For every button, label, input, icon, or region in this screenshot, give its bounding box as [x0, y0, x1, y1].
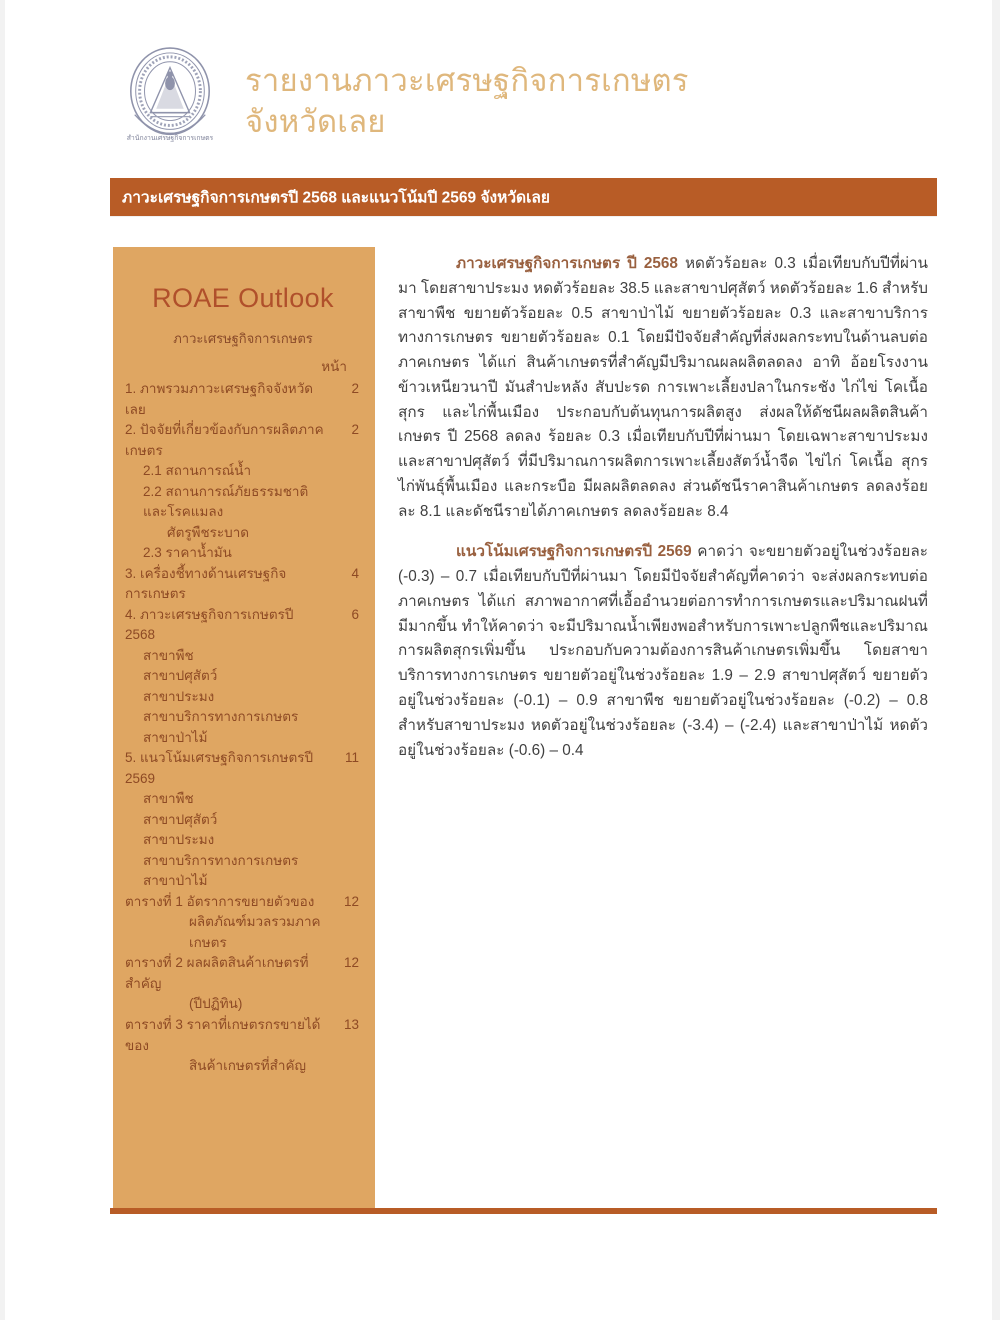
toc-item[interactable] — [125, 830, 361, 851]
toc-item-label: ตารางที่ 2 ผลผลิตสินค้าเกษตรที่สำคัญ — [125, 955, 309, 991]
toc-item-label: 5. แนวโน้มเศรษฐกิจการเกษตรปี 2569 — [125, 750, 314, 786]
paragraph2-lead: แนวโน้มเศรษฐกิจการเกษตรปี 2569 — [456, 543, 692, 561]
main-body — [398, 252, 928, 779]
toc-item[interactable] — [125, 461, 361, 482]
toc-item-label: สาขาประมง — [143, 832, 215, 848]
svg-text:สำนักงานเศรษฐกิจการเกษตร: สำนักงานเศรษฐกิจการเกษตร — [126, 133, 214, 142]
toc-item[interactable] — [125, 605, 361, 646]
toc-item-label: สินค้าเกษตรที่สำคัญ — [189, 1058, 307, 1074]
toc-item-page: 6 — [351, 606, 359, 622]
toc-item-label: ศัตรูพืชระบาด — [167, 524, 250, 540]
toc-item-page: 12 — [343, 955, 359, 971]
toc-item[interactable] — [125, 748, 361, 789]
toc-item-label: ตารางที่ 3 ราคาที่เกษตรกรขายได้ของ — [125, 1016, 321, 1053]
toc-item[interactable] — [125, 851, 361, 872]
toc-item-label: สาขาพืช — [143, 791, 194, 807]
toc-item[interactable] — [125, 892, 361, 913]
toc-item-page: 12 — [343, 893, 359, 909]
page-title — [245, 61, 689, 143]
toc-item-label: สาขาประมง — [143, 688, 215, 704]
toc-item-label: สาขาพืช — [143, 647, 194, 663]
toc-item-label: 2.3 ราคาน้ำมัน — [143, 545, 232, 561]
toc-item[interactable] — [125, 789, 361, 810]
paragraph-agri-economy-2568 — [398, 252, 928, 524]
paragraph-agri-outlook-2569 — [398, 540, 928, 763]
toc-item[interactable] — [125, 912, 361, 953]
toc-item[interactable] — [125, 810, 361, 831]
toc-item[interactable] — [125, 523, 361, 544]
toc-item-page: 2 — [351, 422, 359, 438]
toc-item[interactable] — [125, 953, 361, 994]
toc-item-page: 4 — [351, 565, 359, 581]
toc-item-label: 2.2 สถานการณ์ภัยธรรมชาติ และโรคแมลง — [143, 483, 309, 520]
toc-item[interactable] — [125, 646, 361, 667]
toc-item[interactable] — [125, 1056, 361, 1077]
toc-item-label: 2. ปัจจัยที่เกี่ยวข้องกับการผลิตภาคเกษตร — [125, 422, 324, 458]
toc-item[interactable] — [125, 379, 361, 420]
toc-item[interactable] — [125, 420, 361, 461]
toc-item[interactable] — [125, 994, 361, 1015]
thai-office-of-agricultural-economics-seal-icon — [121, 44, 219, 154]
paragraph1-body: หดตัวร้อยละ 0.3 เมื่อเทียบกับปีที่ผ่านมา โดยสาขาประมง หดตัวร้อยละ 38.5 และสาขาปศุสัตว์ หดตัวร้อยละ 1.6 สำหรับสาขาพืช ขยายตัวร้อยละ 0.5 สาขาป่าไม้ ขยายตัวร้อยละ 0.3 และสาขาบริการทางการเกษตร ขยายตัวร้อยละ 0.1 โดยมีปัจจัยสำคัญที่ส่งผลกระทบในด้านลบต่อภาคเกษตร ได้แก่ สินค้าเกษตรที่สำคัญมีปริมาณผลผลิตลดลง อาทิ อ้อยโรงงาน ข้าวเหนียวนาปี มันสำปะหลัง สับปะรด การเพาะเลี้ยงปลาในกระชัง ไก่ไข่ โคเนื้อ สุกร และไก่พื้นเมือง ประกอบกับต้นทุนการผลิตสูง ส่งผลให้ดัชนีผลผลิตสินค้าเกษตร ปี 2568 ลดลง ร้อยละ 0.3 เมื่อเทียบกับปีที่ผ่านมา โดยเฉพาะสาขาประมง และสาขาปศุสัตว์ ที่มีปริมาณการผลิตการเพาะเลี้ยงสัตว์น้ำจืด ไข่ไก่ โคเนื้อ สุกร ไก่พันธุ์พื้นเมือง และกระบือ มีผลผลิตลดลง ส่วนดัชนีราคาสินค้าเกษตร ลดลงร้อยละ 8.1 และดัชนีรายได้ภาคเกษตร ลดลงร้อยละ 8.4 — [398, 255, 928, 520]
sidebar-table-of-contents — [113, 247, 375, 1210]
document-header — [113, 34, 939, 169]
toc-item[interactable] — [125, 871, 361, 892]
logo-wrap — [113, 40, 231, 164]
toc-item[interactable] — [125, 564, 361, 605]
toc-item-label: 4. ภาวะเศรษฐกิจการเกษตรปี 2568 — [125, 606, 294, 643]
toc-item-label: สาขาป่าไม้ — [143, 873, 208, 889]
toc-item[interactable] — [125, 1015, 361, 1056]
sidebar-subheading: ภาวะเศรษฐกิจการเกษตร — [173, 331, 313, 346]
toc-item-page: 2 — [351, 381, 359, 396]
paragraph1-lead: ภาวะเศรษฐกิจการเกษตร ปี 2568 — [456, 255, 678, 272]
toc-item[interactable] — [125, 687, 361, 708]
paragraph2-body: คาดว่า จะขยายตัวอยู่ในช่วงร้อยละ (-0.3) – 0.7 เมื่อเทียบกับปีที่ผ่านมา โดยมีปัจจัยสำคัญที่คาดว่า จะส่งผลกระทบต่อภาคเกษตร ได้แก่ สภาพอากาศที่เอื้ออำนวยต่อการทำการเกษตรและปริมาณฝนที่มีมากขึ้น ทำให้คาดว่า จะมีปริมาณน้ำเพียงพอสำหรับการเพาะปลูกพืชและปริมาณการผลิตสุกรเพิ่มขึ้น ประกอบกับความต้องการสินค้าเกษตรเพิ่มขึ้น โดยสาขาบริการทางการเกษตร ขยายตัวอยู่ในช่วงร้อยละ 1.9 – 2.9 สาขาปศุสัตว์ ขยายตัวอยู่ในช่วงร้อยละ (-0.1) – 0.9 สาขาพืช ขยายตัวอยู่ในช่วงร้อยละ (-0.2) – 0.8 สำหรับสาขาประมง หดตัวอยู่ในช่วงร้อยละ (-3.4) – (-2.4) และสาขาป่าไม้ หดตัวอยู่ในช่วงร้อยละ (-0.6) – 0.4 — [398, 543, 928, 759]
toc-item-page: 11 — [344, 750, 359, 766]
toc-item-label: 2.1 สถานการณ์น้ำ — [143, 463, 252, 479]
header-title-line1: รายงานภาวะเศรษฐกิจการเกษตร — [245, 62, 689, 98]
toc-item-label: สาขาบริการทางการเกษตร — [143, 709, 299, 725]
toc-item-label: สาขาบริการทางการเกษตร — [143, 852, 299, 868]
sidebar-heading: ROAE Outlook — [152, 283, 334, 313]
toc-list — [125, 379, 361, 1077]
header-title-line2: จังหวัดเลย — [245, 103, 386, 139]
toc-item-label: 3. เครื่องชี้ทางด้านเศรษฐกิจการเกษตร — [125, 565, 287, 602]
toc-item-label: 1. ภาพรวมภาวะเศรษฐกิจจังหวัดเลย — [125, 381, 314, 417]
toc-item[interactable] — [125, 707, 361, 728]
footer-divider — [110, 1208, 937, 1214]
toc-item[interactable] — [125, 543, 361, 564]
toc-item-page: 13 — [343, 1016, 359, 1032]
toc-item-label: สาขาปศุสัตว์ — [143, 668, 218, 684]
toc-item-label: ตารางที่ 1 อัตราการขยายตัวของ — [125, 893, 315, 909]
toc-page-column-header: หน้า — [321, 359, 347, 374]
toc-item[interactable] — [125, 666, 361, 687]
toc-item-label: สาขาปศุสัตว์ — [143, 811, 218, 827]
toc-item-label: สาขาป่าไม้ — [143, 729, 208, 745]
toc-item[interactable] — [125, 482, 361, 523]
report-banner — [110, 178, 937, 216]
banner-title: ภาวะเศรษฐกิจการเกษตรปี 2568 และแนวโน้มปี 2569 จังหวัดเลย — [122, 189, 550, 207]
toc-item-label: (ปีปฏิทิน) — [189, 996, 243, 1012]
toc-item-label: ผลิตภัณฑ์มวลรวมภาคเกษตร — [189, 914, 321, 950]
toc-item[interactable] — [125, 728, 361, 749]
